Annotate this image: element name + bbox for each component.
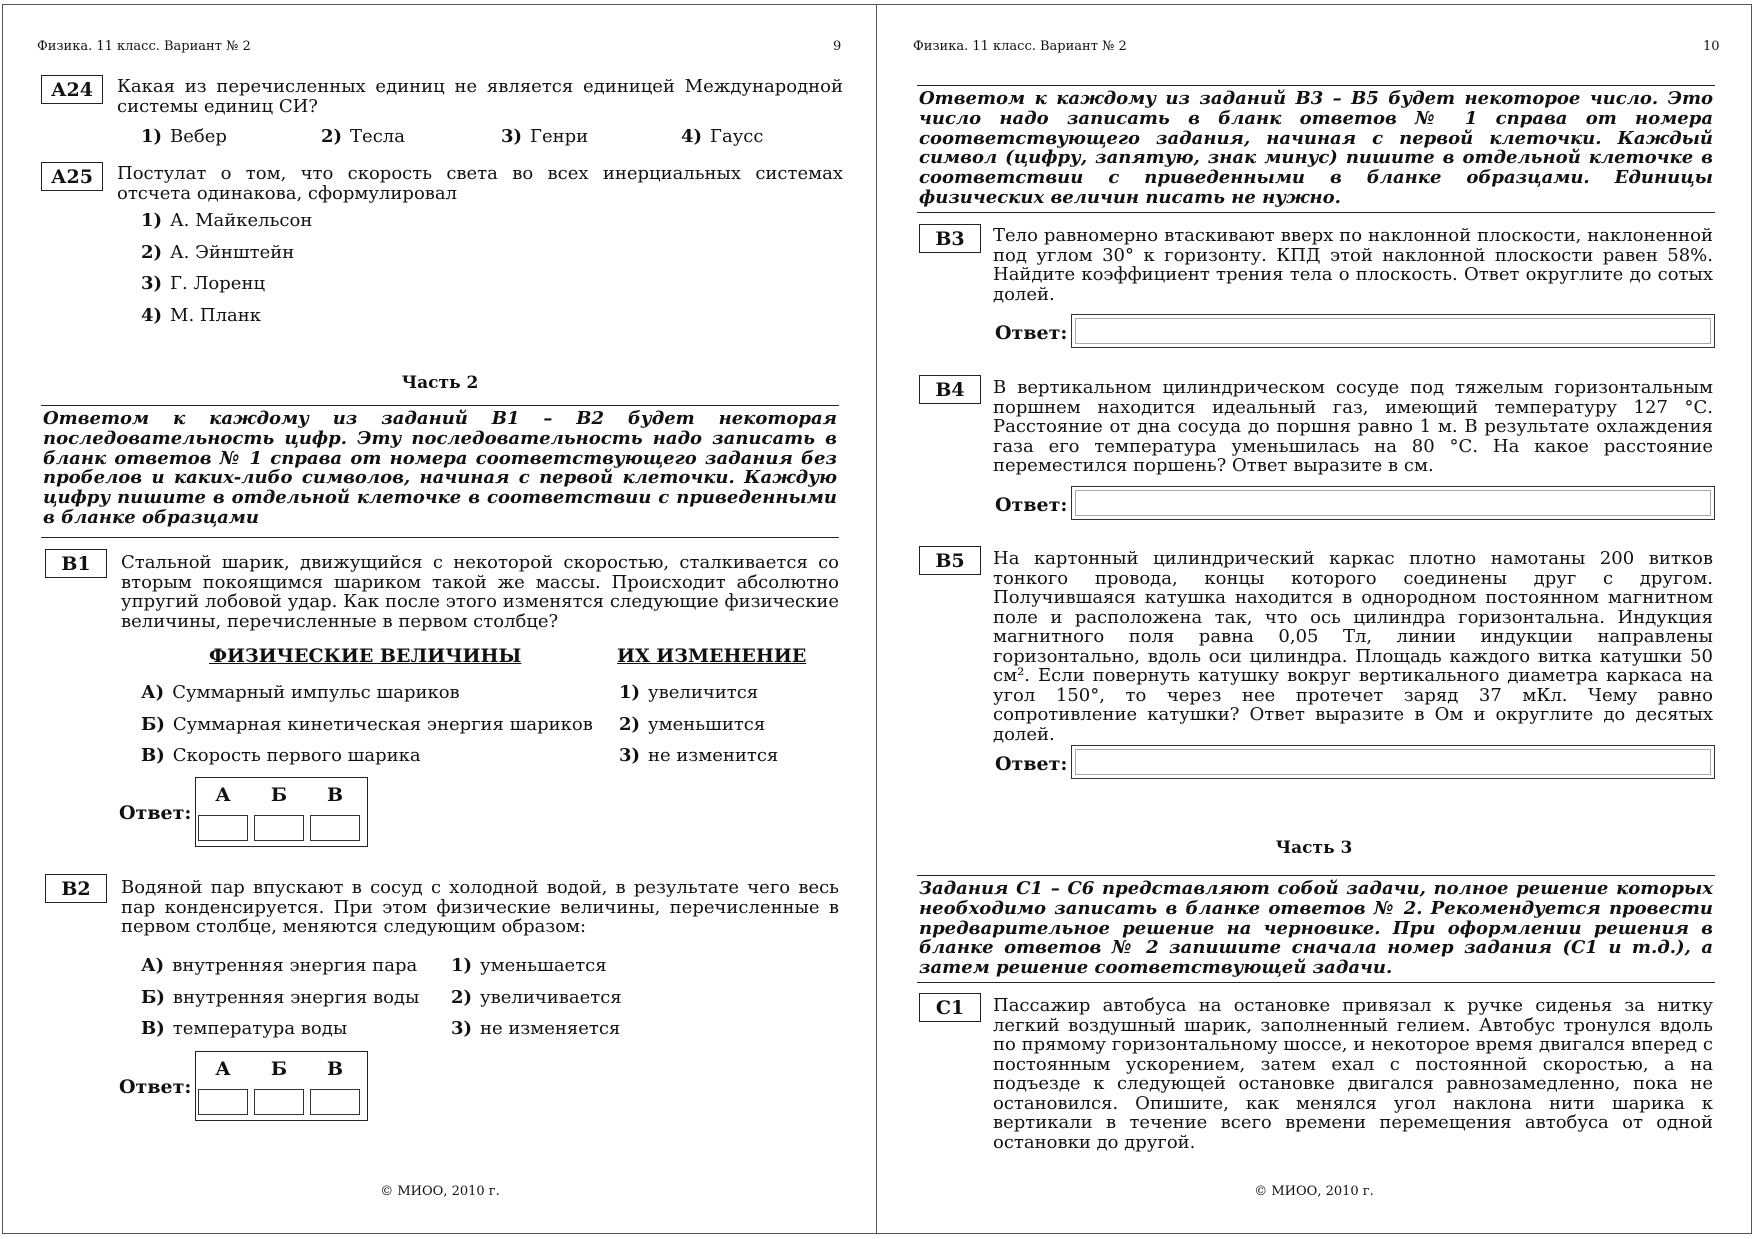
question-b3: Тело равномерно втаскивают вверх по наклонной плоскости, наклоненной под углом 30° к горизонту. КПД этой наклонной плоскости равен 58%. Найдите коэффициент трения тела о плоскость. Ответ округлите до сотых долей. bbox=[993, 225, 1713, 305]
b2-row-a: А) внутренняя энергия пара bbox=[141, 955, 418, 976]
b5-answer-label: Ответ: bbox=[995, 753, 1068, 775]
b1-col2-header: ИХ ИЗМЕНЕНИЕ bbox=[617, 645, 807, 667]
question-a24: Какая из перечисленных единиц не является единицей Международной системы единиц СИ? bbox=[117, 76, 843, 117]
b1-col1-header: ФИЗИЧЕСКИЕ ВЕЛИЧИНЫ bbox=[209, 645, 522, 667]
b2-answer-cell-b[interactable] bbox=[254, 1089, 304, 1115]
b3-b5-instructions: Ответом к каждому из заданий В3 – В5 будет некоторое число. Это число надо записать в бланк ответов № 1 справа от номера соответствующего задания, начиная с первой клеточки. Каждый символ (цифру, запятую, знак минус) пишите в отдельной клеточке в соответствии с приведенными в бланке образцами. Единицы физических величин писать не нужно. bbox=[919, 88, 1713, 208]
option-a25-2: 2) А. Эйнштейн bbox=[141, 242, 295, 263]
b1-answer-cell-a[interactable] bbox=[198, 815, 248, 841]
b2-answer-grid bbox=[195, 1051, 368, 1121]
task-tag-c1: С1 bbox=[919, 993, 981, 1022]
page-number: 10 bbox=[1703, 39, 1720, 54]
part2-title: Часть 2 bbox=[401, 373, 479, 393]
right-page bbox=[876, 4, 1752, 1234]
b1-change-2: 2) уменьшится bbox=[619, 714, 766, 735]
question-b1: Стальной шарик, движущийся с некоторой скоростью, сталкивается со вторым покоящимся шариком такой же массы. Происходит абсолютно упругий лобовой удар. Как после этого изменятся следующие физические величины, перечисленные в первом столбце? bbox=[121, 552, 839, 632]
question-b5: На картонный цилиндрический каркас плотно намотаны 200 витков тонкого провода, концы которого соединены друг с другом. Получившаяся катушка находится в однородном постоянном магнитном поле и расположена так, что ось цилиндра горизонтальна. Индукция магнитного поля равна 0,05 Тл, линии индукции направлены горизонтально, вдоль оси цилиндра. Площадь каждого витка катушки 50 см². Если повернуть катушку вокруг вертикального диаметра каркаса на угол 150°, то через нее протечет заряд 37 мКл. Чему равно сопротивление катушки? Ответ выразите в Ом и округлите до десятых долей. bbox=[993, 548, 1713, 745]
b1-answer-cell-v[interactable] bbox=[310, 815, 360, 841]
b1-row-v: В) Скорость первого шарика bbox=[141, 745, 421, 766]
task-tag-a25: А25 bbox=[41, 162, 103, 191]
question-a25: Постулат о том, что скорость света во всех инерциальных системах отсчета одинакова, сформулировал bbox=[117, 163, 843, 204]
option-a25-3: 3) Г. Лоренц bbox=[141, 273, 266, 294]
page-footer: © МИОО, 2010 г. bbox=[1254, 1184, 1374, 1199]
b1-answer-header-v: В bbox=[326, 784, 344, 806]
rule-bottom bbox=[41, 537, 839, 538]
option-a24-1: 1) Вебер bbox=[141, 126, 227, 147]
b1-row-a: А) Суммарный импульс шариков bbox=[141, 682, 460, 703]
b2-change-2: 2) увеличивается bbox=[451, 987, 622, 1008]
b2-row-b: Б) внутренняя энергия воды bbox=[141, 987, 420, 1008]
rule-bottom-part3 bbox=[917, 982, 1715, 983]
task-tag-b1: В1 bbox=[45, 549, 107, 578]
b1-answer-label: Ответ: bbox=[119, 802, 192, 824]
b1-answer-cell-b[interactable] bbox=[254, 815, 304, 841]
rule-bottom bbox=[917, 212, 1715, 213]
b1-change-3: 3) не изменится bbox=[619, 745, 779, 766]
b2-answer-cell-v[interactable] bbox=[310, 1089, 360, 1115]
page-number: 9 bbox=[833, 39, 842, 54]
part3-title: Часть 3 bbox=[1275, 838, 1353, 858]
question-c1: Пассажир автобуса на остановке привязал к ручке сиденья за нитку легкий воздушный шарик, заполненный гелием. Автобус тронулся вдоль по прямому горизонтальному шоссе, и некоторое время двигался вперед с постоянным ускорением, затем ехал с постоянной скоростью, а на подъезде к следующей остановке двигался равнозамедленно, пока не остановился. Опишите, как менялся угол наклона нити шарика к вертикали в течение всего времени перемещения автобуса от одной остановки до другой. bbox=[993, 995, 1713, 1153]
option-a25-1: 1) А. Майкельсон bbox=[141, 210, 313, 231]
option-a24-3: 3) Генри bbox=[501, 126, 589, 147]
b1-answer-header-a: А bbox=[215, 784, 231, 806]
task-tag-b4: В4 bbox=[919, 375, 981, 404]
rule-top bbox=[41, 405, 839, 406]
b2-change-1: 1) уменьшается bbox=[451, 955, 607, 976]
option-a25-4: 4) М. Планк bbox=[141, 305, 262, 326]
b2-answer-header-a: А bbox=[215, 1058, 231, 1080]
b2-answer-header-b: Б bbox=[270, 1058, 288, 1080]
b5-answer-box[interactable] bbox=[1071, 745, 1715, 779]
b2-answer-label: Ответ: bbox=[119, 1076, 192, 1098]
task-tag-b5: В5 bbox=[919, 546, 981, 575]
b2-row-v: В) температура воды bbox=[141, 1018, 348, 1039]
b3-answer-label: Ответ: bbox=[995, 322, 1068, 344]
option-a24-4: 4) Гаусс bbox=[681, 126, 764, 147]
part2-instructions: Ответом к каждому из заданий В1 – В2 будет некоторая последовательность цифр. Эту последовательность надо записать в бланк ответов № 1 справа от номера соответствующего задания без пробелов и каких-либо символов, начиная с первой клеточки. Каждую цифру пишите в отдельной клеточке в соответствии с приведенными в бланке образцами bbox=[43, 408, 837, 528]
question-b4: В вертикальном цилиндрическом сосуде под тяжелым горизонтальным поршнем находится идеальный газ, имеющий температуру 127 °С. Расстояние от дна сосуда до поршня равно 1 м. В результате охлаждения газа его температура уменьшилась на 80 °С. На какое расстояние переместился поршень? Ответ выразите в см. bbox=[993, 377, 1713, 476]
left-page bbox=[2, 4, 878, 1234]
b1-change-1: 1) увеличится bbox=[619, 682, 759, 703]
b2-change-3: 3) не изменяется bbox=[451, 1018, 621, 1039]
b3-answer-box[interactable] bbox=[1071, 314, 1715, 348]
page-header-title: Физика. 11 класс. Вариант № 2 bbox=[913, 39, 1127, 54]
b1-answer-header-b: Б bbox=[270, 784, 288, 806]
task-tag-b2: В2 bbox=[45, 874, 107, 903]
task-tag-a24: А24 bbox=[41, 75, 103, 104]
b4-answer-box[interactable] bbox=[1071, 486, 1715, 520]
b4-answer-label: Ответ: bbox=[995, 494, 1068, 516]
page-footer: © МИОО, 2010 г. bbox=[380, 1184, 500, 1199]
task-tag-b3: В3 bbox=[919, 224, 981, 253]
rule-top bbox=[917, 85, 1715, 86]
question-b2: Водяной пар впускают в сосуд с холодной водой, в результате чего весь пар конденсируется. При этом физические величины, перечисленные в первом столбце, меняются следующим образом: bbox=[121, 877, 839, 937]
page-header-title: Физика. 11 класс. Вариант № 2 bbox=[37, 39, 251, 54]
b2-answer-cell-a[interactable] bbox=[198, 1089, 248, 1115]
option-a24-2: 2) Тесла bbox=[321, 126, 405, 147]
b2-answer-header-v: В bbox=[326, 1058, 344, 1080]
b1-row-b: Б) Суммарная кинетическая энергия шариков bbox=[141, 714, 593, 735]
rule-top-part3 bbox=[917, 875, 1715, 876]
part3-instructions: Задания С1 – С6 представляют собой задачи, полное решение которых необходимо записать в бланке ответов № 2. Рекомендуется провести предварительное решение на черновике. При оформлении решения в бланке ответов № 2 запишите сначала номер задания (С1 и т.д.), а затем решение соответствующей задачи. bbox=[919, 878, 1713, 979]
b1-answer-grid bbox=[195, 777, 368, 847]
